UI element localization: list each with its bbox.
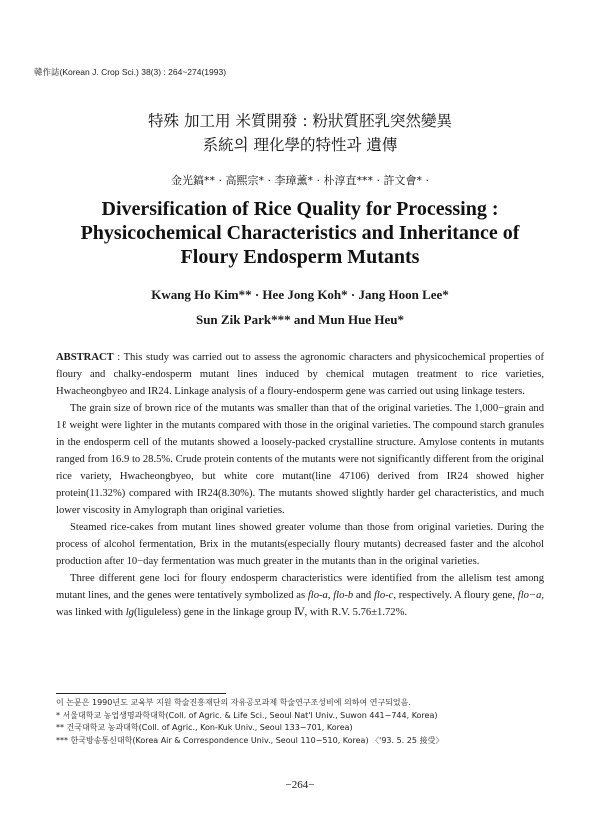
gene-lg: lg [125,607,134,618]
abstract-paragraph-4 [56,570,544,621]
footnote-affiliation-3: *** 한국방송통신대학(Korea Air & Correspondence Univ., Seoul 110−510, Korea) 〈'93. 5. 25 接受〉 [56,735,444,745]
footnote-divider [56,693,226,694]
english-title-line-3: Floury Endosperm Mutants [180,246,420,268]
p4-text-f: (liguleless) gene in the linkage group Ⅳ, with R.V. 5.76±1.72%. [133,607,408,618]
gene-flo-a: flo-a [307,590,328,601]
korean-title-line-2: 系統의 理化學的特性과 遺傳 [202,136,398,154]
english-title-line-2: Physicochemical Characteristics and Inheritance of [80,222,520,244]
abstract-paragraph-2: The grain size of brown rice of the mutants was smaller than that of the original varieties. The 1,000−grain and 1ℓ weight were lighter in the mutants compared with those in the original varieties. The compound starch granules in the endosperm cell of the mutants showed a loosely-packed crystalline structure. Amylose contents in mutants ranged from 16.9 to 28.5%. Crude protein contents of the mutants were not significantly different from the original rice variety, Hwacheongbyeo, but white core mutant(line 47106) derived from IR24 showed higher protein(11.32%) compared with IR24(8.30%). The mutants showed slightly harder gel characteristics, and much lower viscosity in Amylograph than original varieties. [56,403,544,516]
footnote-affiliation-2: ** 건국대학교 농과대학(Coll. of Agric., Kon-Kuk Univ., Seoul 133−701, Korea) [56,723,353,733]
gene-flo-a-linked: flo−a [517,590,542,601]
journal-citation: 韓作誌(Korean J. Crop Sci.) 38(3) : 264~274(1993) [34,67,227,77]
p4-text-e: , was linked with [56,590,545,618]
p4-text-d: , respectively. A floury gene, [393,590,518,601]
footnote-affiliation-1: * 서울대학교 농업생명과학대학(Coll. of Agric. & Life Sci., Seoul Nat'l Univ., Suwon 441−744, Korea) [56,710,438,720]
gene-flo-c: flo-c [373,590,394,601]
abstract-paragraph-1 [56,349,544,400]
abstract-paragraph-1-text: : This study was carried out to assess the agronomic characters and physicochemical properties of floury and chalky-endosperm mutant lines induced by chemical mutagen treatment to rice varieties, Hwacheongbyeo and IR24. Linkage analysis of a floury-endosperm gene was carried out using linkage testers. [56,352,544,397]
abstract [56,349,544,621]
english-title-line-1: Diversification of Rice Quality for Processing : [101,198,499,220]
footnote-funding: 이 논문은 1990년도 교육부 지원 학술진흥재단의 자유공모과제 학술연구조성비에 의하여 연구되었음. [56,698,411,707]
abstract-label: ABSTRACT [56,352,114,363]
korean-authors: 金光鎬** · 高熙宗* · 李璋薰* · 朴淳直*** · 許文會* · [171,174,429,187]
abstract-paragraph-3: Steamed rice-cakes from mutant lines showed greater volume than those from original varieties. During the process of alcohol fermentation, Brix in the mutants(especially floury mutants) decreased faster and the alcohol production after 10−day fermentation was much greater in the mutants than in the original varieties. [56,522,544,567]
english-authors-line-2: Sun Zik Park*** and Mun Hue Heu* [195,312,405,327]
footnotes [56,697,556,747]
p4-text-b: , [327,590,334,601]
gene-flo-b: flo-b [333,590,354,601]
page-number: −264− [285,779,315,791]
p4-text-a: Three different gene loci for floury endosperm characteristics were identified from the allelism test among mutant lines, and the genes were tentatively symbolized as [56,573,544,601]
korean-title-line-1: 特殊 加工用 米質開發 : 粉狀質胚乳突然變異 [148,112,452,130]
p4-text-c: and [353,590,374,601]
english-authors-line-1: Kwang Ho Kim** · Hee Jong Koh* · Jang Hoon Lee* [151,287,449,302]
